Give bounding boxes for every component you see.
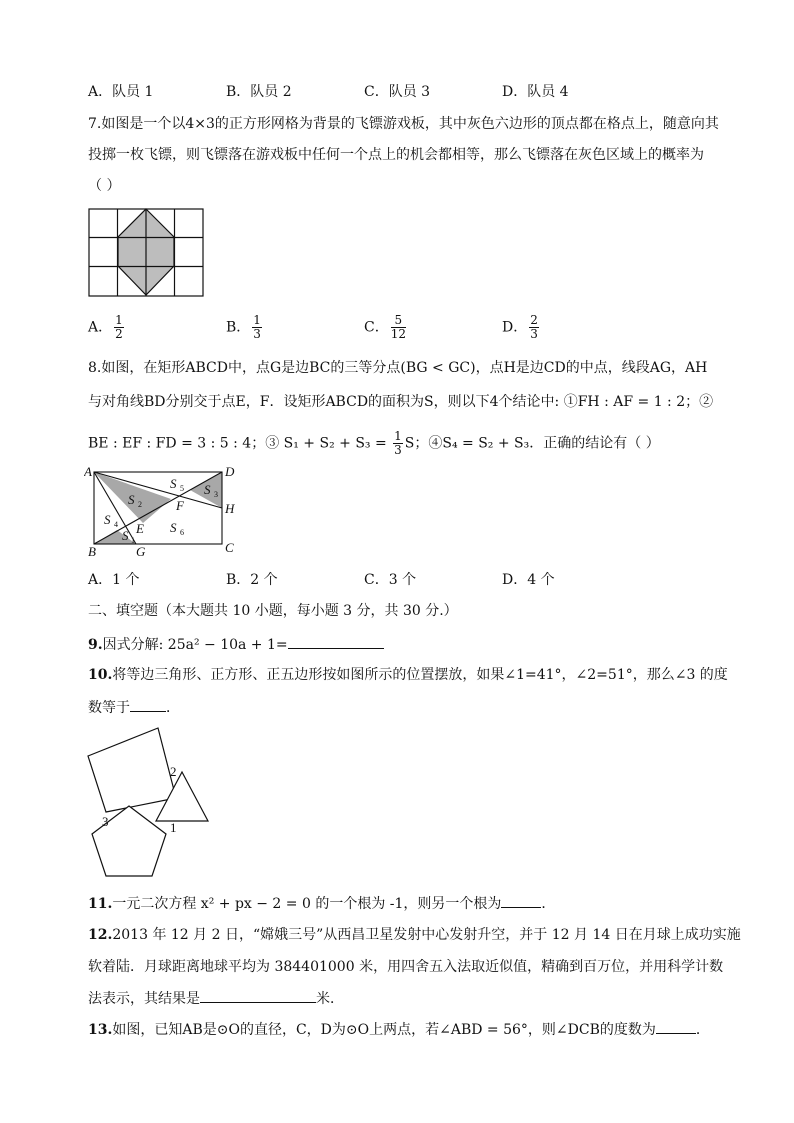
q8-label-s4: S bbox=[104, 512, 111, 527]
q11-text: 11.一元二次方程 x² + px − 2 = 0 的一个根为 -1，则另一个根为 ． bbox=[88, 893, 555, 914]
q8-label-d: D bbox=[225, 464, 235, 479]
svg-text:5: 5 bbox=[180, 484, 184, 493]
q8-label-h: H bbox=[225, 501, 235, 516]
q7-text-line3: （ ） bbox=[88, 178, 121, 194]
q6-option-a: A．队员 1 bbox=[88, 84, 154, 100]
q8-label-s1: S bbox=[122, 528, 129, 543]
q6-option-b: B．队员 2 bbox=[226, 84, 292, 100]
q7-text-line2: 投掷一枚飞镖，则飞镖落在游戏板中任何一个点上的机会都相等，那么飞镖落在灰色区域上的概率为 bbox=[88, 147, 704, 163]
svg-text:3: 3 bbox=[214, 490, 218, 499]
q9-text: 9.因式分解: 25a² − 10a + 1= bbox=[88, 634, 384, 655]
q8-text-line3: BE : EF : FD = 3 : 5 : 4；③ S₁ + S₂ + S₃ = $\frac{1}{3}$ S；④S₄ = S₂ + S₃．正确的结论有（ ） bbox=[88, 429, 660, 457]
q8-label-f: F bbox=[176, 498, 184, 513]
q6-option-d: D．队员 4 bbox=[502, 84, 569, 100]
q8-label-g: G bbox=[136, 544, 146, 559]
q10-angle-3-label: 3 bbox=[102, 814, 109, 829]
q8-text-line2: 与对角线BD分别交于点E，F．设矩形ABCD的面积为S，则以下4个结论中: ①FH : AF = 1 : 2；② bbox=[88, 394, 714, 410]
q12-text-line2: 软着陆．月球距离地球平均为 384401000 米，用四舍五入法取近似值，精确到百万位，并用科学计数 bbox=[88, 959, 724, 975]
q7-text-line1: 7.如图是一个以4×3的正方形网格为背景的飞镖游戏板，其中灰色六边形的顶点都在格点上，随意向其 bbox=[88, 116, 719, 132]
q6-option-c: C．队员 3 bbox=[364, 84, 431, 100]
q7-option-d: D． $\frac{2}{3}$ bbox=[502, 313, 538, 341]
q8-option-a: A．1 个 bbox=[88, 572, 140, 588]
q7-dart-board-figure bbox=[88, 208, 204, 298]
q12-text-line1: 12.2013 年 12 月 2 日，“嫦娥三号”从西昌卫星发射中心发射升空，并于 12 月 14 日在月球上成功实施 bbox=[88, 927, 741, 943]
q10-text-line1: 10.将等边三角形、正方形、正五边形按如图所示的位置摆放，如果∠1=41°，∠2=51°，那么∠3 的度 bbox=[88, 667, 728, 683]
section-2-heading: 二、填空题（本大题共 10 小题，每小题 3 分，共 30 分.） bbox=[88, 603, 458, 619]
q7-option-a: A． $\frac{1}{2}$ bbox=[88, 313, 123, 341]
svg-text:2: 2 bbox=[138, 500, 142, 509]
q8-label-e: E bbox=[136, 521, 144, 536]
svg-text:1: 1 bbox=[131, 536, 135, 545]
q8-option-d: D．4 个 bbox=[502, 572, 555, 588]
q12-text-line3: 法表示，其结果是 米． bbox=[88, 988, 344, 1009]
q8-rectangle-figure bbox=[84, 462, 244, 562]
q10-text-line2: 数等于 ． bbox=[88, 697, 180, 718]
svg-text:4: 4 bbox=[114, 520, 118, 529]
q7-option-c: C． $\frac{5}{12}$ bbox=[364, 313, 406, 341]
q8-text-line1: 8.如图，在矩形ABCD中，点G是边BC的三等分点(BG < GC)，点H是边CD的中点，线段AG，AH bbox=[88, 360, 708, 376]
q8-option-b: B．2 个 bbox=[226, 572, 278, 588]
q10-angle-1-label: 1 bbox=[170, 820, 177, 835]
q8-label-s3: S bbox=[204, 482, 211, 497]
q8-label-s6: S bbox=[170, 520, 177, 535]
q8-label-s5: S bbox=[170, 476, 177, 491]
q10-angle-2-label: 2 bbox=[170, 764, 177, 779]
q13-text: 13.如图，已知AB是⊙O的直径，C，D为⊙O上两点，若∠ABD = 56°，则∠DCB的度数为 ． bbox=[88, 1019, 710, 1040]
q8-label-b: B bbox=[88, 544, 96, 559]
q8-label-a: A bbox=[84, 464, 92, 479]
q8-label-c: C bbox=[225, 540, 234, 555]
q8-label-s2: S bbox=[128, 492, 135, 507]
svg-text:6: 6 bbox=[180, 528, 184, 537]
q7-option-b: B． $\frac{1}{3}$ bbox=[226, 313, 261, 341]
q8-option-c: C．3 个 bbox=[364, 572, 417, 588]
q10-shapes-figure bbox=[84, 724, 220, 884]
